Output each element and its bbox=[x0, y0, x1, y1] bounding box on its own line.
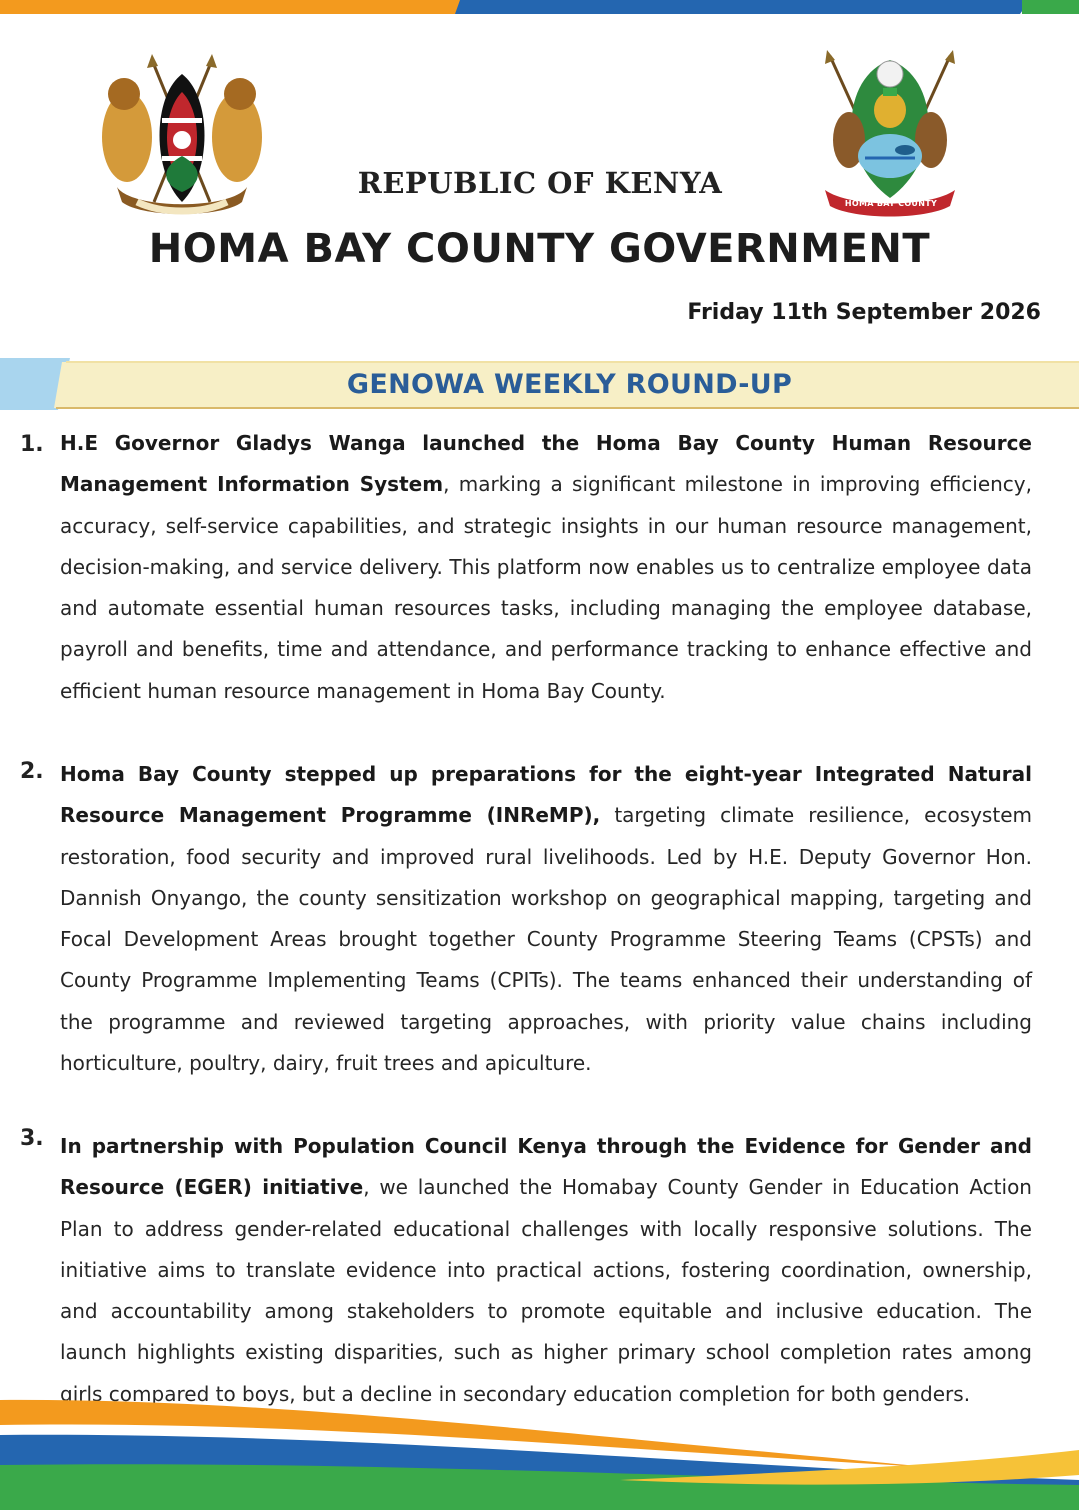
item-headline: Homa Bay County stepped up preparations for the eight-year Integrated Natural Resource Management Programme (INReMP), bbox=[60, 762, 1032, 828]
item-body: targeting climate resilience, ecosystem restoration, food security and improved rural livelihoods. Led by H.E. Deputy Governor Hon. Dannish Onyango, the county sensitization workshop on geographical mapping, targeting and Focal Development Areas brought together County Programme Steering Teams (CPSTs) and County Programme Implementing Teams (CPITs). The teams enhanced their understanding of the programme and reviewed targeting approaches, with priority value chains including horticulture, poultry, dairy, fruit trees and apiculture. bbox=[60, 803, 1032, 1076]
banner-title: GENOWA WEEKLY ROUND-UP bbox=[346, 369, 793, 400]
publication-date: Friday 11th September 2026 bbox=[687, 300, 1041, 325]
county-seal-label: HOMA BAY COUNTY bbox=[844, 199, 938, 208]
kenya-coat-of-arms-icon bbox=[92, 52, 272, 222]
item-number: 1. bbox=[20, 432, 44, 457]
item-body: , marking a significant milestone in improving efficiency, accuracy, self-service capabilities, and strategic insights in our human resource management, decision-making, and service delivery. This platform now enables us to centralize employee data and automate essential human resources tasks, including managing the employee database, payroll and benefits, time and attendance, and performance tracking to enhance effective and efficient human resource management in Homa Bay County. bbox=[60, 472, 1032, 703]
top-color-band bbox=[0, 0, 1079, 14]
item-headline: H.E Governor Gladys Wanga launched the Homa Bay County Human Resource Management Information System bbox=[60, 431, 1032, 497]
item-headline: In partnership with Population Council Kenya through the Evidence for Gender and Resource (EGER) initiative bbox=[60, 1134, 1032, 1200]
item-number: 2. bbox=[20, 759, 44, 784]
homa-bay-county-seal-icon bbox=[815, 48, 965, 220]
item-paragraph bbox=[60, 1126, 1032, 1415]
item-body: , we launched the Homabay County Gender in Education Action Plan to address gender-related educational challenges with locally responsive solutions. The initiative aims to translate evidence into practical actions, fostering coordination, ownership, and accountability among stakeholders to promote equitable and inclusive education. The launch highlights existing disparities, such as higher primary school completion rates among girls compared to boys, but a decline in secondary education completion for both genders. bbox=[60, 1175, 1032, 1406]
item-paragraph bbox=[60, 754, 1032, 1084]
item-number: 3. bbox=[20, 1126, 44, 1151]
republic-heading: REPUBLIC OF KENYA bbox=[357, 166, 723, 200]
bottom-color-swoosh bbox=[0, 1380, 1079, 1510]
county-government-heading: HOMA BAY COUNTY GOVERNMENT bbox=[148, 226, 931, 272]
item-paragraph bbox=[60, 423, 1032, 712]
